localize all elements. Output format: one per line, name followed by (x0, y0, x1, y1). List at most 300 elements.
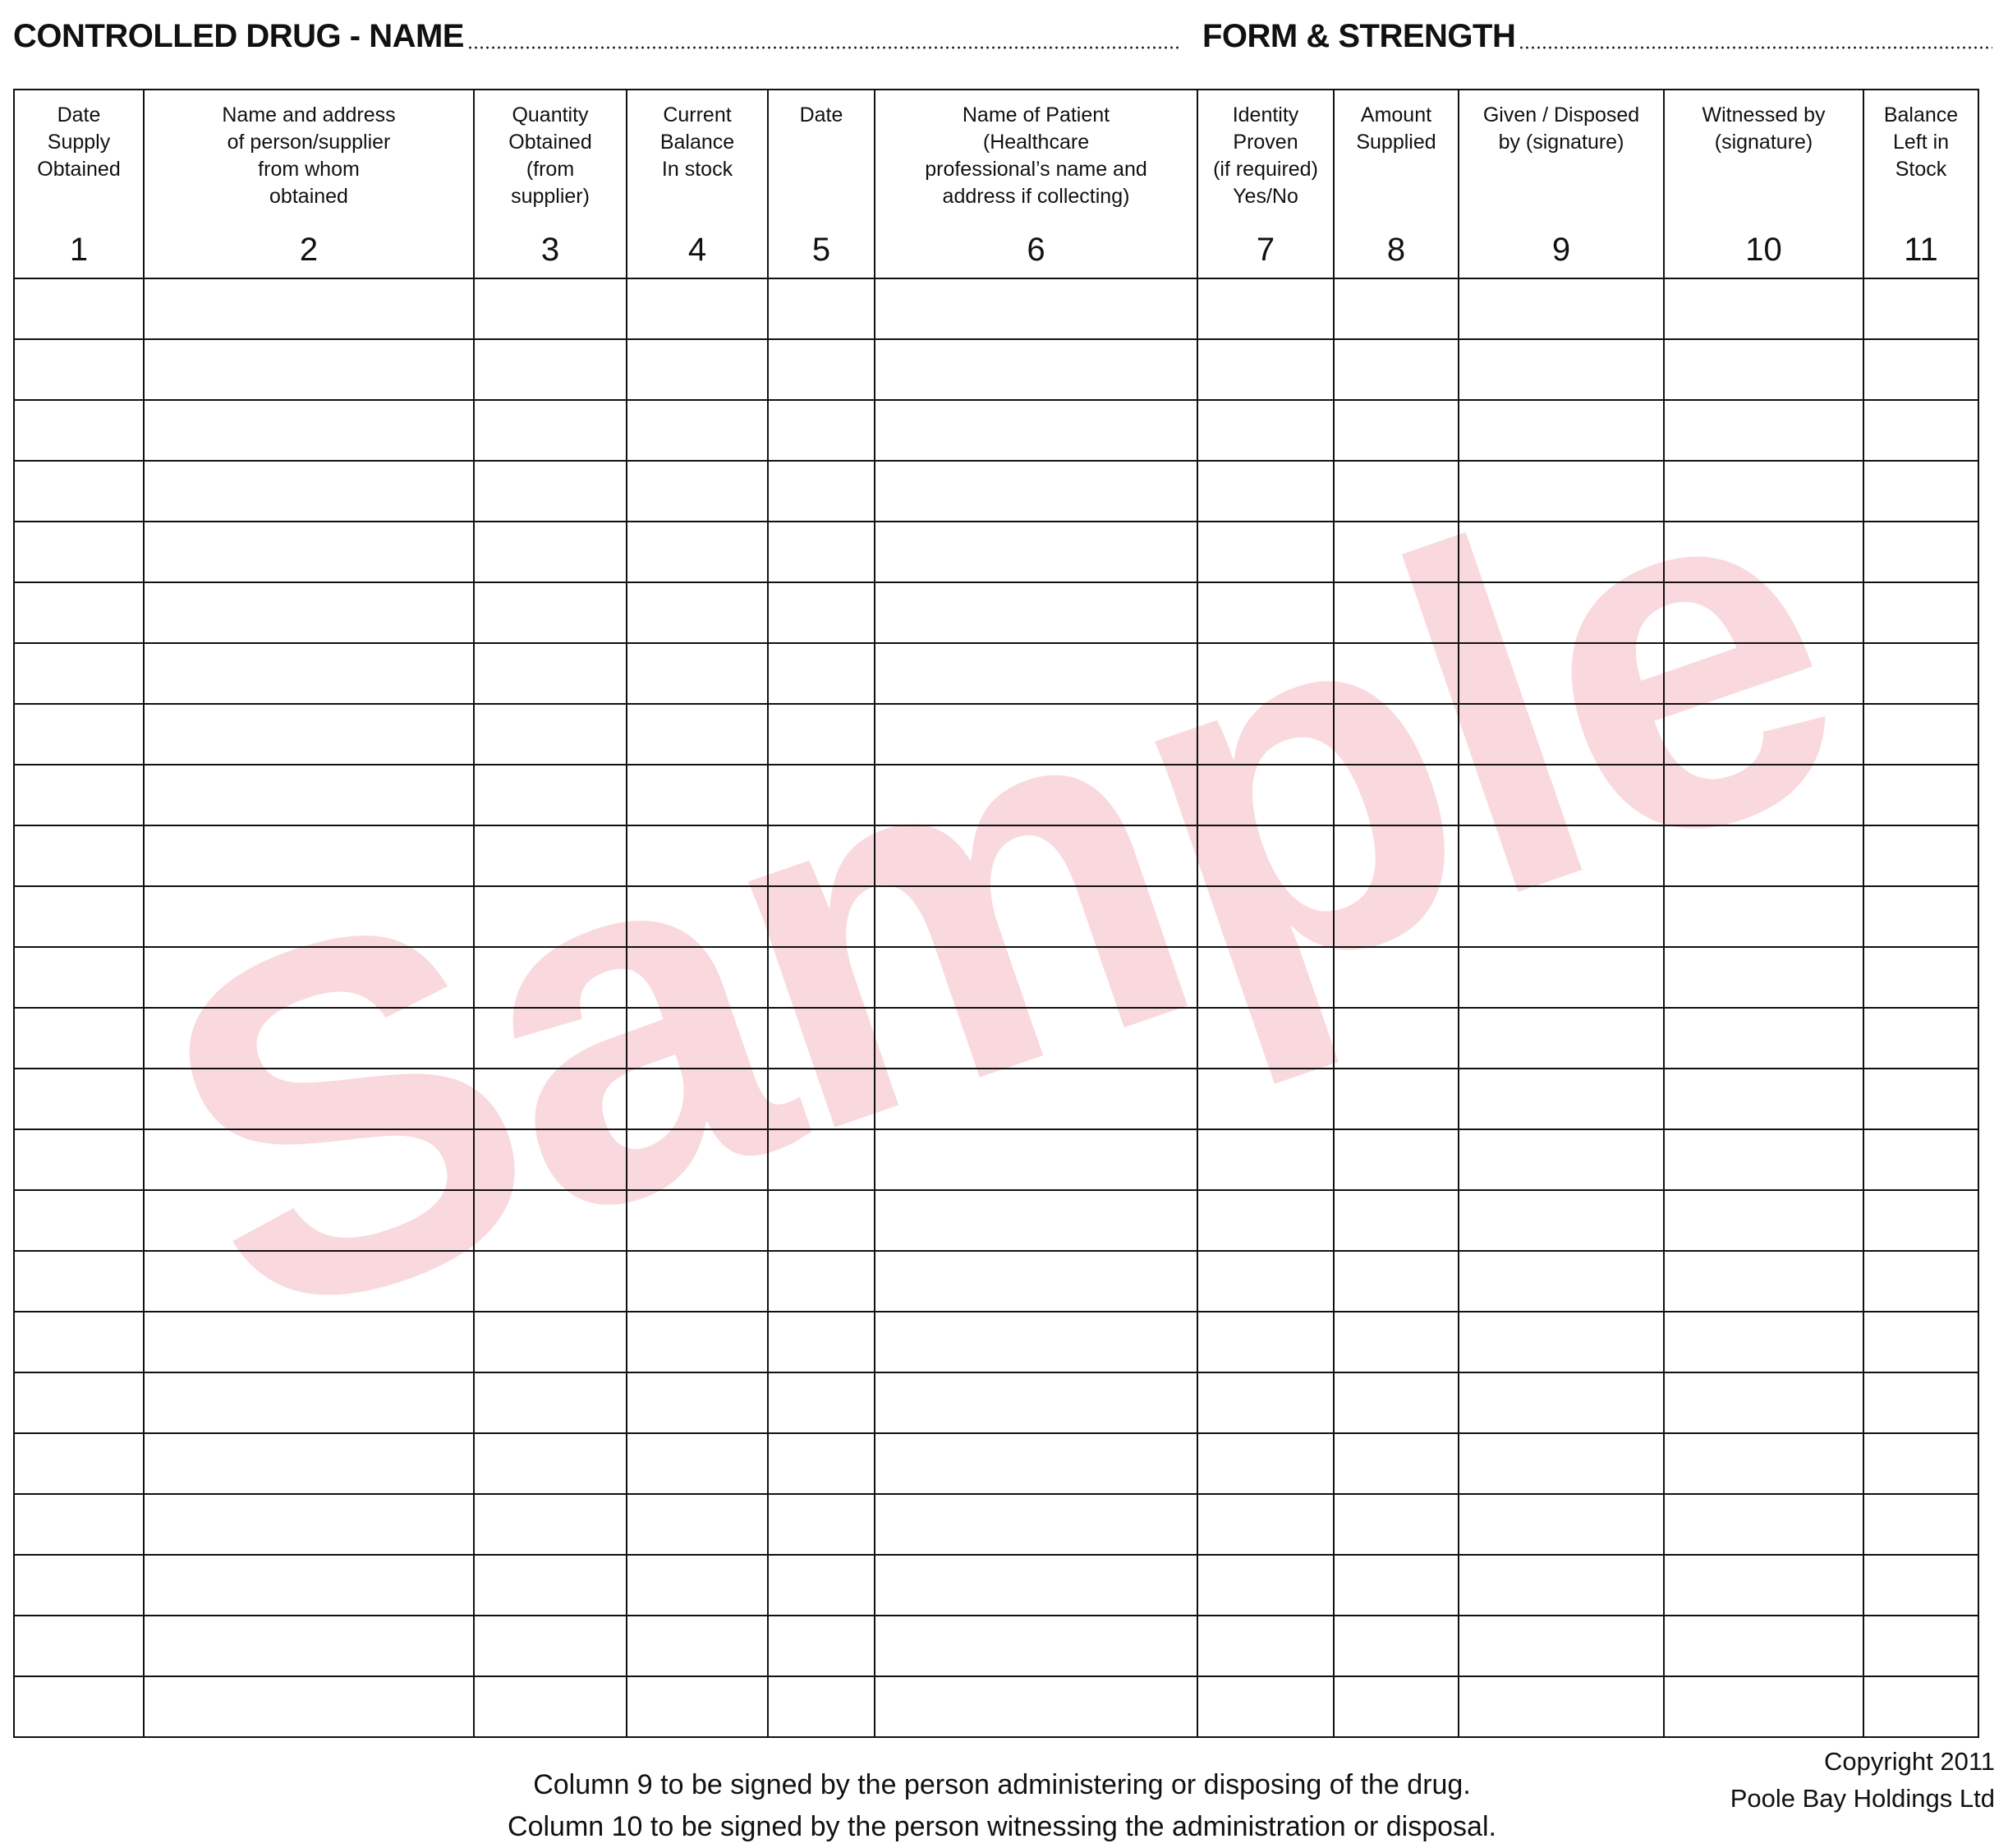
table-cell[interactable] (14, 1069, 144, 1129)
table-cell[interactable] (474, 947, 627, 1008)
entry-field[interactable] (1864, 644, 1978, 703)
table-cell[interactable] (768, 1372, 875, 1433)
entry-field[interactable] (15, 1130, 143, 1189)
entry-field[interactable] (1335, 644, 1458, 703)
entry-field[interactable] (1665, 887, 1863, 946)
table-cell[interactable] (1459, 400, 1664, 461)
table-cell[interactable] (1459, 886, 1664, 947)
table-cell[interactable] (875, 1251, 1197, 1312)
entry-field[interactable] (875, 1556, 1197, 1615)
entry-field[interactable] (15, 1252, 143, 1311)
entry-field[interactable] (475, 1373, 626, 1432)
entry-field[interactable] (1665, 644, 1863, 703)
table-cell[interactable] (1197, 1251, 1334, 1312)
entry-field[interactable] (1198, 401, 1333, 460)
table-cell[interactable] (1459, 339, 1664, 400)
table-cell[interactable] (1334, 825, 1459, 886)
entry-field[interactable] (769, 948, 874, 1007)
table-cell[interactable] (14, 886, 144, 947)
table-cell[interactable] (875, 1129, 1197, 1190)
entry-field[interactable] (627, 1130, 767, 1189)
entry-field[interactable] (627, 948, 767, 1007)
entry-field[interactable] (1864, 1495, 1978, 1554)
entry-field[interactable] (627, 887, 767, 946)
entry-field[interactable] (145, 340, 473, 399)
table-cell[interactable] (144, 1069, 474, 1129)
entry-field[interactable] (475, 279, 626, 338)
drug-name-field[interactable] (13, 7, 1179, 53)
entry-field[interactable] (627, 1556, 767, 1615)
table-cell[interactable] (144, 339, 474, 400)
entry-field[interactable] (15, 1556, 143, 1615)
table-cell[interactable] (474, 1433, 627, 1494)
table-cell[interactable] (768, 1555, 875, 1616)
entry-field[interactable] (1198, 279, 1333, 338)
entry-field[interactable] (1198, 948, 1333, 1007)
table-cell[interactable] (627, 1312, 768, 1372)
entry-field[interactable] (475, 644, 626, 703)
entry-field[interactable] (875, 705, 1197, 764)
entry-field[interactable] (1665, 1434, 1863, 1493)
table-cell[interactable] (474, 1494, 627, 1555)
table-cell[interactable] (1459, 1372, 1664, 1433)
table-cell[interactable] (1197, 1616, 1334, 1676)
entry-field[interactable] (475, 826, 626, 885)
table-cell[interactable] (1664, 339, 1863, 400)
entry-field[interactable] (1665, 340, 1863, 399)
entry-field[interactable] (1335, 462, 1458, 521)
table-cell[interactable] (1664, 1676, 1863, 1737)
table-cell[interactable] (1459, 643, 1664, 704)
entry-field[interactable] (1335, 340, 1458, 399)
table-cell[interactable] (768, 886, 875, 947)
entry-field[interactable] (875, 1373, 1197, 1432)
table-cell[interactable] (768, 461, 875, 522)
table-cell[interactable] (1459, 461, 1664, 522)
entry-field[interactable] (1864, 887, 1978, 946)
entry-field[interactable] (1335, 948, 1458, 1007)
table-cell[interactable] (1334, 1616, 1459, 1676)
entry-field[interactable] (1665, 705, 1863, 764)
entry-field[interactable] (475, 1616, 626, 1676)
table-cell[interactable] (144, 400, 474, 461)
table-cell[interactable] (1459, 1312, 1664, 1372)
table-cell[interactable] (627, 1008, 768, 1069)
entry-field[interactable] (1459, 1616, 1663, 1676)
table-cell[interactable] (875, 704, 1197, 765)
table-cell[interactable] (144, 947, 474, 1008)
entry-field[interactable] (627, 401, 767, 460)
entry-field[interactable] (15, 401, 143, 460)
entry-field[interactable] (145, 1495, 473, 1554)
table-cell[interactable] (1863, 1372, 1978, 1433)
table-cell[interactable] (474, 765, 627, 825)
entry-field[interactable] (1335, 522, 1458, 582)
table-cell[interactable] (1459, 1251, 1664, 1312)
table-cell[interactable] (627, 582, 768, 643)
entry-field[interactable] (475, 1191, 626, 1250)
table-cell[interactable] (627, 1372, 768, 1433)
table-cell[interactable] (1664, 1129, 1863, 1190)
table-cell[interactable] (1863, 1616, 1978, 1676)
entry-field[interactable] (627, 1009, 767, 1068)
entry-field[interactable] (769, 1677, 874, 1736)
entry-field[interactable] (875, 765, 1197, 825)
table-cell[interactable] (627, 339, 768, 400)
table-cell[interactable] (1197, 1008, 1334, 1069)
entry-field[interactable] (15, 1434, 143, 1493)
entry-field[interactable] (1459, 1130, 1663, 1189)
entry-field[interactable] (475, 1312, 626, 1372)
entry-field[interactable] (475, 1130, 626, 1189)
table-cell[interactable] (875, 886, 1197, 947)
entry-field[interactable] (769, 522, 874, 582)
table-cell[interactable] (14, 1616, 144, 1676)
table-cell[interactable] (1459, 765, 1664, 825)
table-cell[interactable] (627, 1251, 768, 1312)
table-cell[interactable] (1664, 1555, 1863, 1616)
table-cell[interactable] (1334, 1676, 1459, 1737)
entry-field[interactable] (627, 765, 767, 825)
entry-field[interactable] (627, 1252, 767, 1311)
table-cell[interactable] (1459, 825, 1664, 886)
table-cell[interactable] (768, 400, 875, 461)
table-cell[interactable] (14, 1251, 144, 1312)
table-cell[interactable] (768, 1069, 875, 1129)
entry-field[interactable] (145, 1312, 473, 1372)
table-cell[interactable] (474, 1190, 627, 1251)
entry-field[interactable] (145, 705, 473, 764)
entry-field[interactable] (15, 522, 143, 582)
entry-field[interactable] (145, 522, 473, 582)
table-cell[interactable] (1863, 1190, 1978, 1251)
table-cell[interactable] (474, 400, 627, 461)
table-cell[interactable] (627, 643, 768, 704)
entry-field[interactable] (1198, 1252, 1333, 1311)
entry-field[interactable] (1459, 1009, 1663, 1068)
table-cell[interactable] (1664, 522, 1863, 582)
entry-field[interactable] (1665, 1677, 1863, 1736)
entry-field[interactable] (1459, 887, 1663, 946)
table-cell[interactable] (1863, 886, 1978, 947)
entry-field[interactable] (15, 887, 143, 946)
entry-field[interactable] (145, 1434, 473, 1493)
entry-field[interactable] (769, 1009, 874, 1068)
entry-field[interactable] (875, 1616, 1197, 1676)
table-cell[interactable] (144, 886, 474, 947)
table-cell[interactable] (1197, 825, 1334, 886)
table-cell[interactable] (1664, 278, 1863, 339)
table-cell[interactable] (14, 1008, 144, 1069)
entry-field[interactable] (1459, 644, 1663, 703)
entry-field[interactable] (1198, 765, 1333, 825)
entry-field[interactable] (769, 462, 874, 521)
table-cell[interactable] (1459, 1494, 1664, 1555)
entry-field[interactable] (475, 1069, 626, 1129)
table-cell[interactable] (144, 643, 474, 704)
table-cell[interactable] (875, 1372, 1197, 1433)
table-cell[interactable] (1863, 1069, 1978, 1129)
entry-field[interactable] (875, 1009, 1197, 1068)
table-cell[interactable] (1334, 400, 1459, 461)
table-cell[interactable] (627, 1129, 768, 1190)
entry-field[interactable] (1198, 522, 1333, 582)
table-cell[interactable] (474, 886, 627, 947)
entry-field[interactable] (1198, 1616, 1333, 1676)
entry-field[interactable] (1335, 705, 1458, 764)
entry-field[interactable] (1864, 401, 1978, 460)
entry-field[interactable] (1459, 1434, 1663, 1493)
entry-field[interactable] (875, 887, 1197, 946)
table-cell[interactable] (768, 339, 875, 400)
table-cell[interactable] (1197, 1676, 1334, 1737)
entry-field[interactable] (1864, 1191, 1978, 1250)
table-cell[interactable] (1197, 1190, 1334, 1251)
table-cell[interactable] (1664, 643, 1863, 704)
entry-field[interactable] (1459, 1556, 1663, 1615)
entry-field[interactable] (1198, 1130, 1333, 1189)
table-cell[interactable] (1664, 947, 1863, 1008)
entry-field[interactable] (15, 1069, 143, 1129)
entry-field[interactable] (475, 462, 626, 521)
table-cell[interactable] (1863, 522, 1978, 582)
entry-field[interactable] (145, 401, 473, 460)
entry-field[interactable] (1665, 765, 1863, 825)
entry-field[interactable] (1335, 1556, 1458, 1615)
entry-field[interactable] (769, 826, 874, 885)
table-cell[interactable] (875, 1069, 1197, 1129)
table-cell[interactable] (474, 1616, 627, 1676)
table-cell[interactable] (1664, 825, 1863, 886)
entry-field[interactable] (145, 1130, 473, 1189)
table-cell[interactable] (1459, 1676, 1664, 1737)
table-cell[interactable] (768, 582, 875, 643)
entry-field[interactable] (1864, 522, 1978, 582)
table-cell[interactable] (627, 1494, 768, 1555)
table-cell[interactable] (1664, 461, 1863, 522)
entry-field[interactable] (627, 1312, 767, 1372)
entry-field[interactable] (15, 1312, 143, 1372)
entry-field[interactable] (769, 1191, 874, 1250)
table-cell[interactable] (768, 522, 875, 582)
table-cell[interactable] (768, 825, 875, 886)
entry-field[interactable] (1335, 1130, 1458, 1189)
table-cell[interactable] (1334, 522, 1459, 582)
table-cell[interactable] (875, 825, 1197, 886)
table-cell[interactable] (768, 1616, 875, 1676)
entry-field[interactable] (1665, 1616, 1863, 1676)
entry-field[interactable] (145, 1556, 473, 1615)
table-cell[interactable] (875, 1190, 1197, 1251)
entry-field[interactable] (1459, 401, 1663, 460)
table-cell[interactable] (768, 1494, 875, 1555)
entry-field[interactable] (145, 1373, 473, 1432)
table-cell[interactable] (1863, 1129, 1978, 1190)
entry-field[interactable] (769, 887, 874, 946)
entry-field[interactable] (1459, 1677, 1663, 1736)
table-cell[interactable] (1197, 522, 1334, 582)
table-cell[interactable] (875, 643, 1197, 704)
entry-field[interactable] (1459, 1069, 1663, 1129)
entry-field[interactable] (1198, 887, 1333, 946)
table-cell[interactable] (1459, 1433, 1664, 1494)
table-cell[interactable] (627, 1433, 768, 1494)
table-cell[interactable] (1334, 947, 1459, 1008)
table-cell[interactable] (1664, 1494, 1863, 1555)
table-cell[interactable] (768, 1251, 875, 1312)
entry-field[interactable] (875, 1069, 1197, 1129)
table-cell[interactable] (474, 1676, 627, 1737)
table-cell[interactable] (1334, 1190, 1459, 1251)
table-cell[interactable] (1197, 704, 1334, 765)
entry-field[interactable] (1335, 826, 1458, 885)
table-cell[interactable] (627, 1616, 768, 1676)
table-cell[interactable] (14, 1372, 144, 1433)
entry-field[interactable] (769, 1312, 874, 1372)
entry-field[interactable] (1864, 1616, 1978, 1676)
table-cell[interactable] (1459, 1129, 1664, 1190)
entry-field[interactable] (1665, 1191, 1863, 1250)
table-cell[interactable] (144, 1494, 474, 1555)
entry-field[interactable] (1459, 462, 1663, 521)
table-cell[interactable] (144, 461, 474, 522)
entry-field[interactable] (1864, 1312, 1978, 1372)
table-cell[interactable] (1863, 704, 1978, 765)
entry-field[interactable] (1198, 462, 1333, 521)
entry-field[interactable] (1665, 948, 1863, 1007)
table-cell[interactable] (627, 1069, 768, 1129)
entry-field[interactable] (1459, 1495, 1663, 1554)
entry-field[interactable] (15, 279, 143, 338)
table-cell[interactable] (1334, 765, 1459, 825)
entry-field[interactable] (627, 1069, 767, 1129)
entry-field[interactable] (15, 1677, 143, 1736)
table-cell[interactable] (144, 1676, 474, 1737)
entry-field[interactable] (1335, 1312, 1458, 1372)
entry-field[interactable] (145, 462, 473, 521)
table-cell[interactable] (1863, 400, 1978, 461)
table-cell[interactable] (14, 765, 144, 825)
table-cell[interactable] (14, 947, 144, 1008)
entry-field[interactable] (769, 1616, 874, 1676)
entry-field[interactable] (15, 948, 143, 1007)
table-cell[interactable] (1863, 765, 1978, 825)
entry-field[interactable] (1665, 1130, 1863, 1189)
table-cell[interactable] (474, 278, 627, 339)
table-cell[interactable] (768, 704, 875, 765)
table-cell[interactable] (1334, 1008, 1459, 1069)
table-cell[interactable] (627, 886, 768, 947)
entry-field[interactable] (1459, 1252, 1663, 1311)
table-cell[interactable] (1197, 1312, 1334, 1372)
entry-field[interactable] (875, 1252, 1197, 1311)
table-cell[interactable] (14, 825, 144, 886)
table-cell[interactable] (1863, 643, 1978, 704)
entry-field[interactable] (875, 1434, 1197, 1493)
entry-field[interactable] (15, 583, 143, 642)
entry-field[interactable] (475, 401, 626, 460)
table-cell[interactable] (1334, 1372, 1459, 1433)
entry-field[interactable] (1198, 340, 1333, 399)
table-cell[interactable] (1459, 947, 1664, 1008)
entry-field[interactable] (1459, 948, 1663, 1007)
entry-field[interactable] (769, 583, 874, 642)
table-cell[interactable] (1197, 1069, 1334, 1129)
table-cell[interactable] (875, 1616, 1197, 1676)
entry-field[interactable] (875, 522, 1197, 582)
entry-field[interactable] (475, 887, 626, 946)
entry-field[interactable] (875, 948, 1197, 1007)
table-cell[interactable] (14, 1494, 144, 1555)
entry-field[interactable] (1864, 1677, 1978, 1736)
table-cell[interactable] (474, 1312, 627, 1372)
form-strength-field[interactable] (1202, 7, 1992, 53)
table-cell[interactable] (1197, 1555, 1334, 1616)
table-cell[interactable] (1863, 1433, 1978, 1494)
entry-field[interactable] (475, 1495, 626, 1554)
entry-field[interactable] (1335, 1191, 1458, 1250)
table-cell[interactable] (1459, 1190, 1664, 1251)
table-cell[interactable] (144, 1312, 474, 1372)
entry-field[interactable] (145, 1616, 473, 1676)
entry-field[interactable] (627, 644, 767, 703)
table-cell[interactable] (144, 1616, 474, 1676)
table-cell[interactable] (627, 825, 768, 886)
table-cell[interactable] (14, 643, 144, 704)
entry-field[interactable] (1864, 1130, 1978, 1189)
entry-field[interactable] (1335, 583, 1458, 642)
entry-field[interactable] (145, 1252, 473, 1311)
table-cell[interactable] (14, 400, 144, 461)
entry-field[interactable] (1335, 1009, 1458, 1068)
entry-field[interactable] (1335, 1495, 1458, 1554)
table-cell[interactable] (1664, 704, 1863, 765)
entry-field[interactable] (769, 1373, 874, 1432)
entry-field[interactable] (1864, 279, 1978, 338)
entry-field[interactable] (627, 583, 767, 642)
table-cell[interactable] (14, 339, 144, 400)
entry-field[interactable] (145, 948, 473, 1007)
table-cell[interactable] (1197, 339, 1334, 400)
entry-field[interactable] (15, 644, 143, 703)
entry-field[interactable] (1864, 1069, 1978, 1129)
table-cell[interactable] (627, 1190, 768, 1251)
entry-field[interactable] (1864, 948, 1978, 1007)
table-cell[interactable] (144, 825, 474, 886)
entry-field[interactable] (1665, 401, 1863, 460)
entry-field[interactable] (1198, 644, 1333, 703)
table-cell[interactable] (474, 339, 627, 400)
entry-field[interactable] (875, 1495, 1197, 1554)
entry-field[interactable] (627, 1677, 767, 1736)
table-cell[interactable] (1664, 1372, 1863, 1433)
table-cell[interactable] (1197, 947, 1334, 1008)
entry-field[interactable] (627, 279, 767, 338)
table-cell[interactable] (1459, 582, 1664, 643)
entry-field[interactable] (1864, 1556, 1978, 1615)
table-cell[interactable] (1334, 278, 1459, 339)
table-cell[interactable] (1334, 1433, 1459, 1494)
entry-field[interactable] (145, 583, 473, 642)
entry-field[interactable] (627, 340, 767, 399)
entry-field[interactable] (1665, 279, 1863, 338)
table-cell[interactable] (1863, 461, 1978, 522)
table-cell[interactable] (144, 1555, 474, 1616)
entry-field[interactable] (15, 462, 143, 521)
table-cell[interactable] (1334, 461, 1459, 522)
entry-field[interactable] (1665, 1312, 1863, 1372)
table-cell[interactable] (875, 461, 1197, 522)
